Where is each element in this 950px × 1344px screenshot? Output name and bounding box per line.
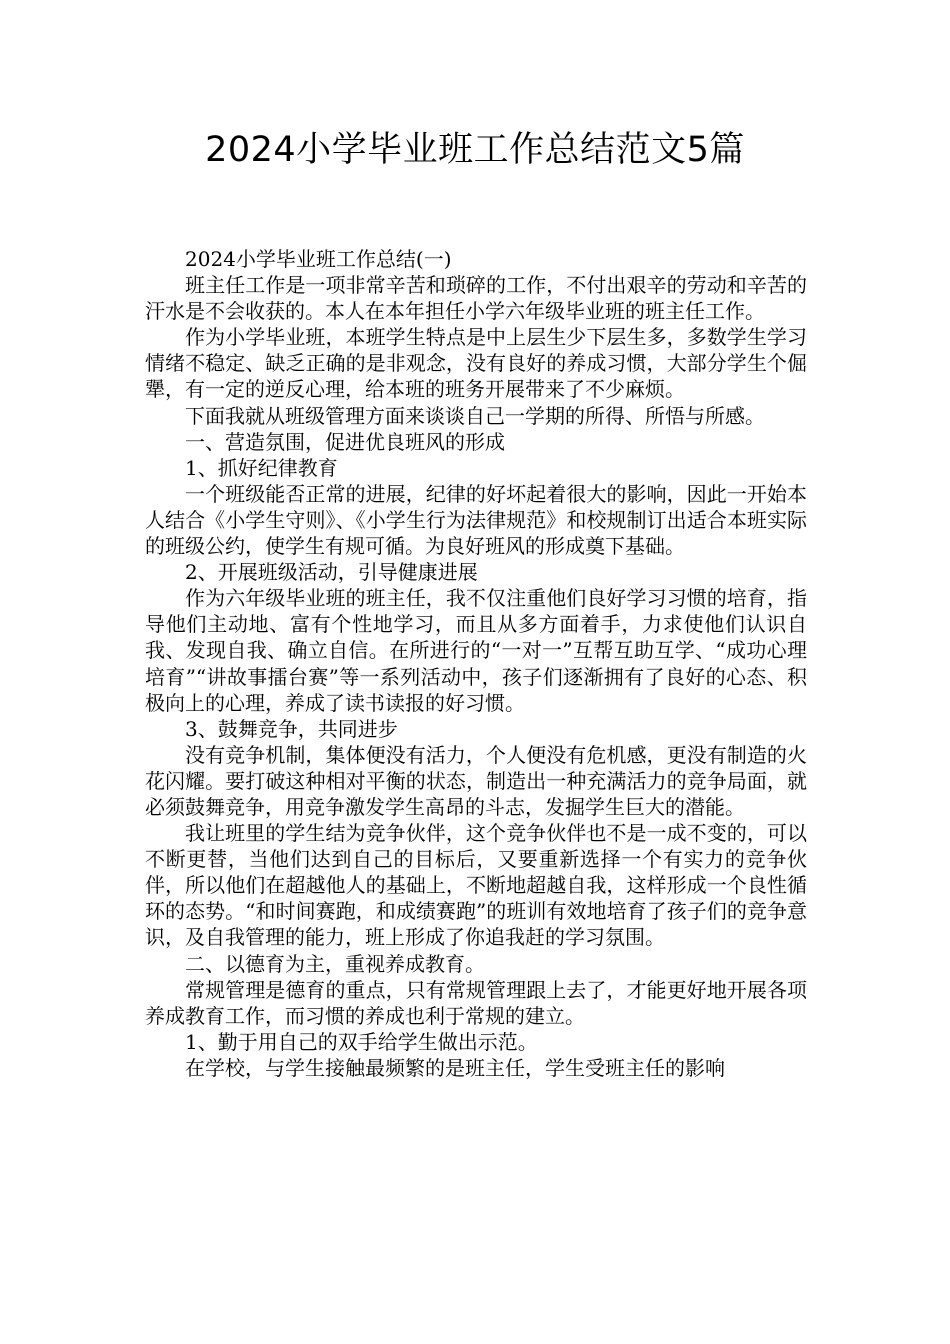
subsection-heading: 1、抓好纪律教育 <box>185 455 338 480</box>
paragraph: 一个班级能否正常的进展，纪律的好坏起着很大的影响，因此一开始本人结合《小学生守则》、《小学生行为法律规范》和校规制订出适合本班实际的班级公约，使学生有规可循。为良好班风的形成奠下基础。 <box>145 481 807 559</box>
paragraph: 我让班里的学生结为竞争伙伴，这个竞争伙伴也不是一成不变的，可以不断更替，当他们达到自己的目标后，又要重新选择一个有实力的竞争伙伴，所以他们在超越他人的基础上，不断地超越自我，这样形成一个良性循环的态势。“和时间赛跑，和成绩赛跑”的班训有效地培育了孩子们的竞争意识，及自我管理的能力，班上形成了你追我赶的学习氛围。 <box>145 821 807 950</box>
paragraph: 作为小学毕业班，本班学生特点是中上层生少下层生多，多数学生学习情绪不稳定、缺乏正确的是非观念，没有良好的养成习惯，大部分学生个倔犟，有一定的逆反心理，给本班的班务开展带来了不少麻烦。 <box>145 325 807 402</box>
subsection-heading: 2、开展班级活动，引导健康进展 <box>185 560 478 585</box>
section-heading: 二、以德育为主，重视养成教育。 <box>185 951 485 976</box>
section-title: 2024小学毕业班工作总结(一) <box>185 247 452 271</box>
paragraph: 班主任工作是一项非常辛苦和琐碎的工作，不付出艰辛的劳动和辛苦的汗水是不会收获的。本人在本年担任小学六年级毕业班的班主任工作。 <box>145 273 807 324</box>
paragraph: 在学校，与学生接触最频繁的是班主任，学生受班主任的影响 <box>185 1055 725 1080</box>
subsection-heading: 1、勤于用自己的双手给学生做出示范。 <box>185 1029 538 1054</box>
paragraph: 作为六年级毕业班的班主任，我不仅注重他们良好学习习惯的培育，指导他们主动地、富有个性地学习，而且从多方面着手，力求使他们认识自我、发现自我、确立自信。在所进行的“一对一”互帮互助互学、“成功心理培育”“讲故事擂台赛”等一系列活动中，孩子们逐渐拥有了良好的心态、积极向上的心理，养成了读书读报的好习惯。 <box>145 586 807 715</box>
paragraph: 常规管理是德育的重点，只有常规管理跟上去了，才能更好地开展各项养成教育工作，而习惯的养成也利于常规的建立。 <box>145 977 807 1028</box>
paragraph: 没有竞争机制，集体便没有活力，个人便没有危机感，更没有制造的火花闪耀。要打破这种相对平衡的状态，制造出一种充满活力的竞争局面，就必须鼓舞竞争，用竞争激发学生高昂的斗志，发掘学生巨大的潜能。 <box>145 742 807 819</box>
document-body <box>145 246 807 1081</box>
paragraph: 下面我就从班级管理方面来谈谈自己一学期的所得、所悟与所感。 <box>185 403 765 428</box>
section-heading: 一、营造氛围，促进优良班风的形成 <box>185 429 505 454</box>
document-title: 2024小学毕业班工作总结范文5篇 <box>205 130 745 170</box>
subsection-heading: 3、鼓舞竞争，共同进步 <box>185 716 398 741</box>
